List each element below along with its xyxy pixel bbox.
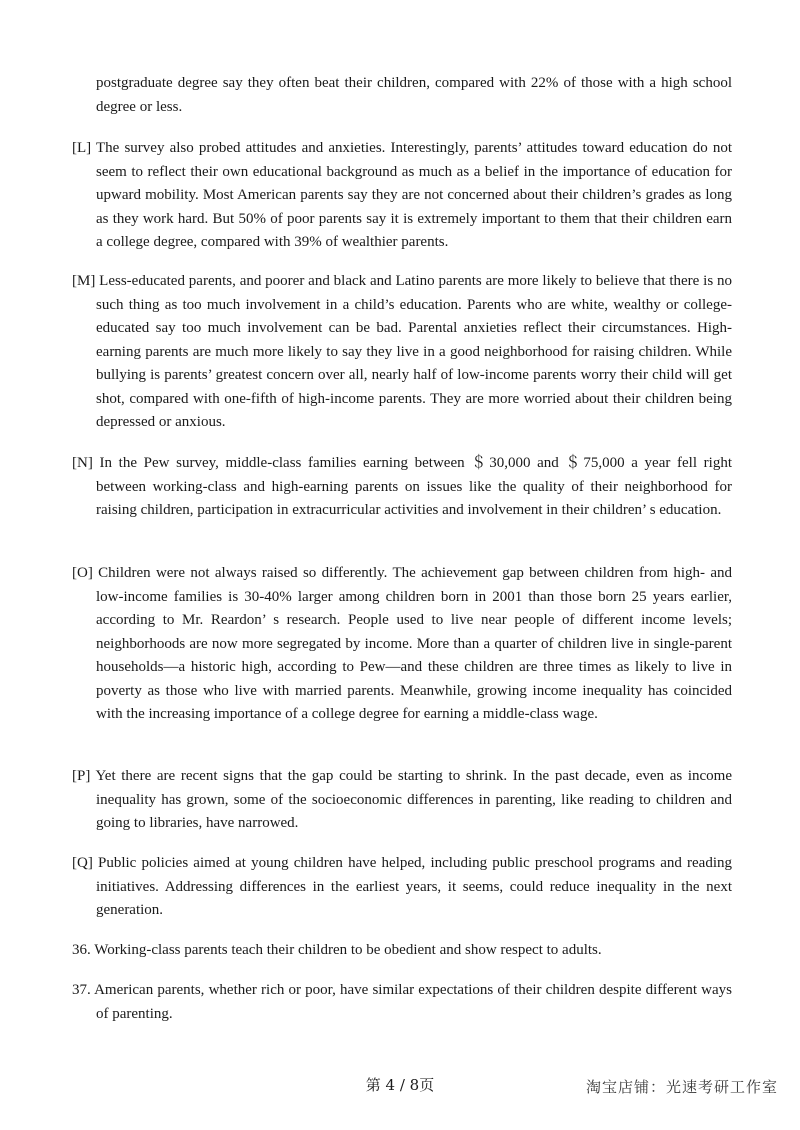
question-number: 37. xyxy=(72,982,91,998)
continuation-paragraph xyxy=(72,72,732,119)
paragraph-M xyxy=(72,270,732,435)
paragraph-label: [P] xyxy=(72,768,91,784)
paragraph-P xyxy=(72,765,732,836)
question-37 xyxy=(72,979,732,1026)
paragraph-Q xyxy=(72,852,732,923)
question-text: Working-class parents teach their children to be obedient and show respect to adults. xyxy=(94,942,602,958)
paragraph-O xyxy=(72,562,732,727)
paragraph-label: [L] xyxy=(72,140,92,156)
paragraph-label: [N] xyxy=(72,455,93,471)
paragraph-label: [Q] xyxy=(72,855,93,871)
paragraph-text: The survey also probed attitudes and anxieties. Interestingly, parents’ attitudes toward education do not seem to reflect their own educational background as much as a belief in the importance of education for upward mobility. Most American parents say they are not concerned about their children’s grades as long as they work hard. But 50% of poor parents say it is extremely important to them that their children earn a college degree, compared with 39% of wealthier parents. xyxy=(96,140,732,250)
paragraph-L xyxy=(72,137,732,255)
question-number: 36. xyxy=(72,942,91,958)
paragraph-label: [O] xyxy=(72,565,93,581)
continuation-text: postgraduate degree say they often beat their children, compared with 22% of those with a high school degree or less. xyxy=(96,75,732,115)
paragraph-text: Less-educated parents, and poorer and black and Latino parents are more likely to believe that there is no such thing as too much involvement in a child’s education. Parents who are white, wealthy or college-educated say too much involvement can be bad. Parental anxieties reflect their circumstances. High-earning parents are much more likely to say they live in a good neighborhood for raising children. While bullying is parents’ greatest concern over all, nearly half of low-income parents worry their child will get shot, compared with one-fifth of high-income parents. They are more worried about their children being depressed or anxious. xyxy=(96,273,733,430)
paragraph-label: [M] xyxy=(72,273,96,289)
page-number: 第 4 / 8页 xyxy=(365,1076,435,1094)
paragraph-N xyxy=(72,452,732,523)
paragraph-text: Public policies aimed at young children have helped, including public preschool programs and reading initiatives. Addressing differences in the earliest years, it seems, could reduce inequality in the next generation. xyxy=(96,855,733,918)
question-36 xyxy=(72,939,732,963)
paragraph-text: Yet there are recent signs that the gap could be starting to shrink. In the past decade, even as income inequality has grown, some of the socioeconomic differences in parenting, like reading to children and going to libraries, have narrowed. xyxy=(95,768,732,831)
question-text: American parents, whether rich or poor, have similar expectations of their children despite different ways of parenting. xyxy=(94,982,732,1022)
paragraph-text: Children were not always raised so differently. The achievement gap between children from high- and low-income families is 30-40% larger among children born in 2001 than those born 25 years earlier, according to Mr. Reardon’ s research. People used to live near people of different income levels; neighborhoods are now more segregated by income. More than a quarter of children live in single-parent households—a historic high, according to Pew—and these children are three times as likely to live in poverty as those who live with married parents. Meanwhile, growing income inequality has coincided with the increasing importance of a college degree for earning a middle-class wage. xyxy=(96,565,732,722)
paragraph-text: In the Pew survey, middle-class families earning between ＄30,000 and ＄75,000 a year fell right between working-class and high-earning parents on issues like the quality of their neighborhood for raising children, participation in extracurricular activities and involvement in their children’ s education. xyxy=(96,455,733,518)
shop-watermark: 淘宝店铺：光速考研工作室 xyxy=(585,1078,778,1096)
